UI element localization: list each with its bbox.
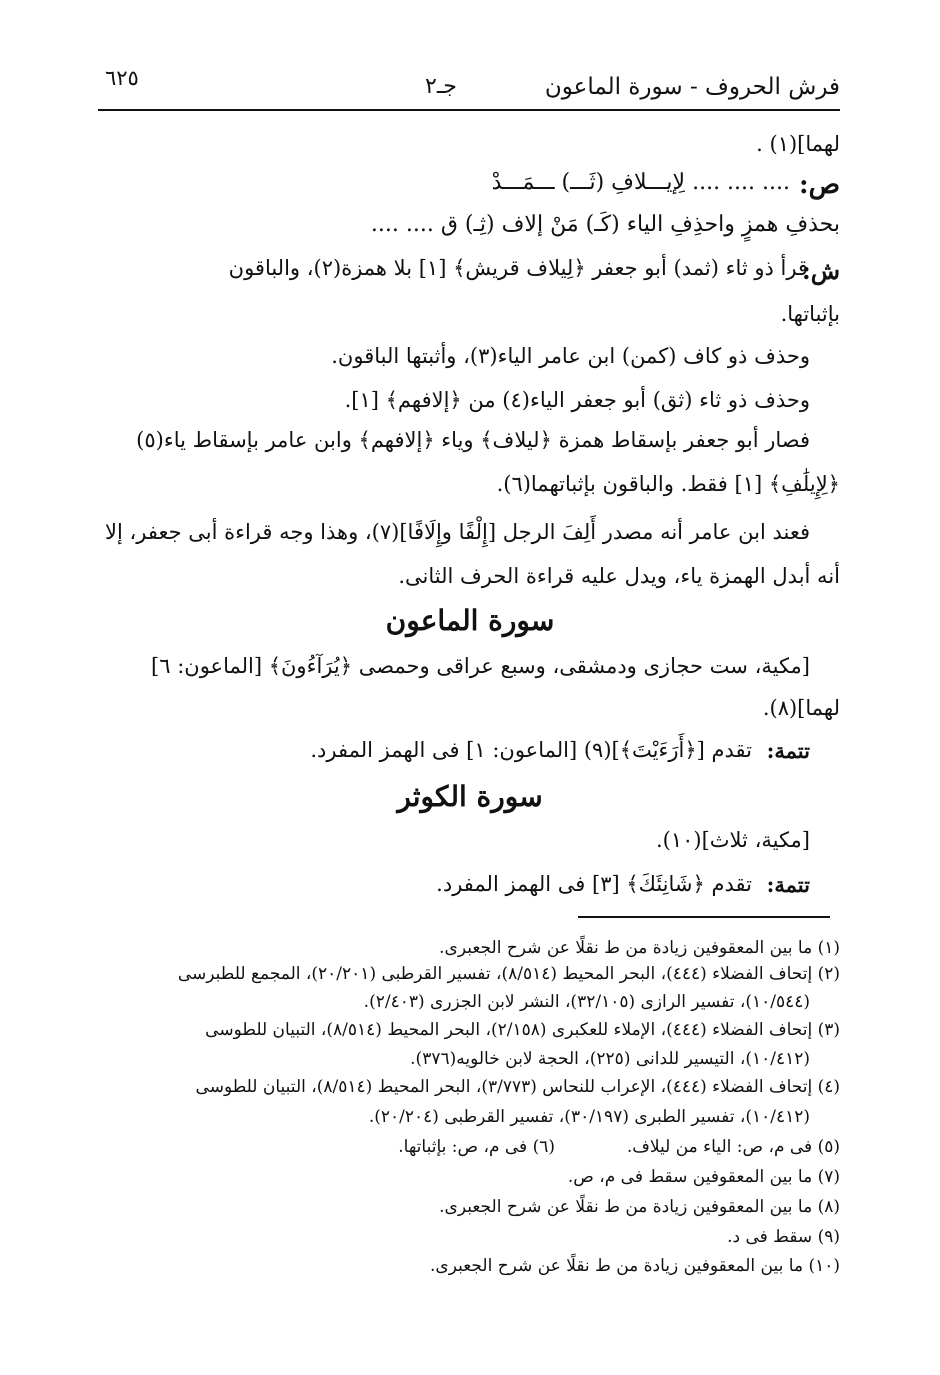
surah-al-maun-title: سورة الماعون [385, 604, 555, 637]
paragraph-3: وحذف ذو ثاء (ثق) أبو جعفر الياء(٤) من ﴿إلافهم﴾ [١]. [344, 388, 810, 412]
paragraph-4-line-2: ﴿لِإِيلَٰفِ﴾ [١] فقط. والباقون بإثباتهما(٦). [496, 472, 840, 496]
surah-al-maun-info-line-2: لهما](٨). [762, 696, 840, 720]
paragraph-1-line-1: قرأ ذو ثاء (ثمد) أبو جعفر ﴿لِيلاف قريش﴾ [١] بلا همزة(٢)، والباقون [228, 256, 808, 280]
tatimma-label-2: تتمة: [766, 872, 810, 897]
footnote-2-line-2: (١٠/٥٤٤)، تفسير الرازى (٣٢/١٠٥)، النشر لابن الجزرى (٢/٤٠٣). [363, 992, 810, 1012]
tatimma-text-2: تقدم ﴿شَانِئَكَ﴾ [٣] فى الهمز المفرد. [436, 872, 752, 896]
commentary-label: ش: [801, 256, 840, 285]
footnote-4-line-2: (١٠/٤١٢)، تفسير الطبرى (٣٠/١٩٧)، تفسير القرطبى (٢٠/٢٠٤). [368, 1107, 810, 1127]
running-header-title: فرش الحروف - سورة الماعون [544, 74, 840, 100]
footnote-2-line-1: (٢) إتحاف الفضلاء (٤٤٤)، البحر المحيط (٨/٥١٤)، تفسير القرطبى (٢٠/٢٠١)، المجمع للطبرسى [177, 964, 840, 984]
footnote-9: (٩) سقط فى د. [727, 1227, 840, 1247]
verse-line-1: .... .... .... لِإيـــلافِ (ثَـــ) ـــمَـــدْ [491, 170, 790, 195]
footnote-8: (٨) ما بين المعقوفين زيادة من ط نقلًا عن شرح الجعبرى. [439, 1197, 840, 1217]
verse-label: ص: [798, 170, 840, 200]
footnote-7: (٧) ما بين المعقوفين سقط فى م، ص. [567, 1167, 840, 1187]
page-number: ٦٢٥ [105, 66, 139, 90]
paragraph-2: وحذف ذو كاف (كمن) ابن عامر الياء(٣)، وأثبتها الباقون. [331, 344, 810, 368]
paragraph-5-line-1: فعند ابن عامر أنه مصدر أَلِفَ الرجل [إِلْفًا وإِلَافًا](٧)، وهذا وجه قراءة أبى جعفر، إلا [104, 520, 810, 544]
footnote-10: (١٠) ما بين المعقوفين زيادة من ط نقلًا عن شرح الجعبرى. [430, 1256, 840, 1276]
surah-al-kawthar-info: [مكية، ثلاث](١٠). [655, 828, 810, 852]
paragraph-5-line-2: أنه أبدل الهمزة ياء، ويدل عليه قراءة الحرف الثانى. [398, 564, 840, 588]
footnote-6: (٦) فى م، ص: بإثباتها. [398, 1137, 555, 1157]
paragraph-4-line-1: فصار أبو جعفر بإسقاط همزة ﴿ليلاف﴾ وياء ﴿إلافهم﴾ وابن عامر بإسقاط ياء(٥) [136, 428, 810, 452]
volume-label: جـ٢ [425, 74, 457, 99]
footnote-5: (٥) فى م، ص: الياء من ليلاف. [626, 1137, 840, 1157]
tatimma-text-1: تقدم [﴿أَرَءَيْتَ﴾](٩) [الماعون: ١] فى الهمز المفرد. [310, 738, 752, 762]
paragraph-1-line-2: بإثباتها. [780, 302, 840, 326]
footnote-3-line-1: (٣) إتحاف الفضلاء (٤٤٤)، الإملاء للعكبرى (٢/١٥٨)، البحر المحيط (٨/٥١٤)، التبيان للطوسى [205, 1020, 840, 1040]
footnote-1: (١) ما بين المعقوفين زيادة من ط نقلًا عن شرح الجعبرى. [439, 938, 840, 958]
footnote-3-line-2: (١٠/٤١٢)، التيسير للدانى (٢٢٥)، الحجة لابن خالويه(٣٧٦). [410, 1049, 810, 1069]
surah-al-maun-info-line-1: [مكية، ست حجازى ودمشقى، وسبع عراقى وحمصى ﴿يُرَآءُونَ﴾ [الماعون: ٦] [151, 654, 810, 678]
verse-line-2: بحذفِ همزٍ واحذِفِ الياء (كَـ) مَنْ إلاف (ثِـ) ق .... .... [370, 212, 840, 237]
footnote-4-line-1: (٤) إتحاف الفضلاء (٤٤٤)، الإعراب للنحاس (٣/٧٧٣)، البحر المحيط (٨/٥١٤)، التبيان للطوسى [195, 1077, 840, 1097]
tatimma-label-1: تتمة: [766, 738, 810, 763]
continuation-line: لهما](١) . [756, 132, 840, 156]
header-rule [98, 109, 840, 111]
footnote-rule [578, 916, 830, 918]
surah-al-kawthar-title: سورة الكوثر [397, 780, 543, 813]
